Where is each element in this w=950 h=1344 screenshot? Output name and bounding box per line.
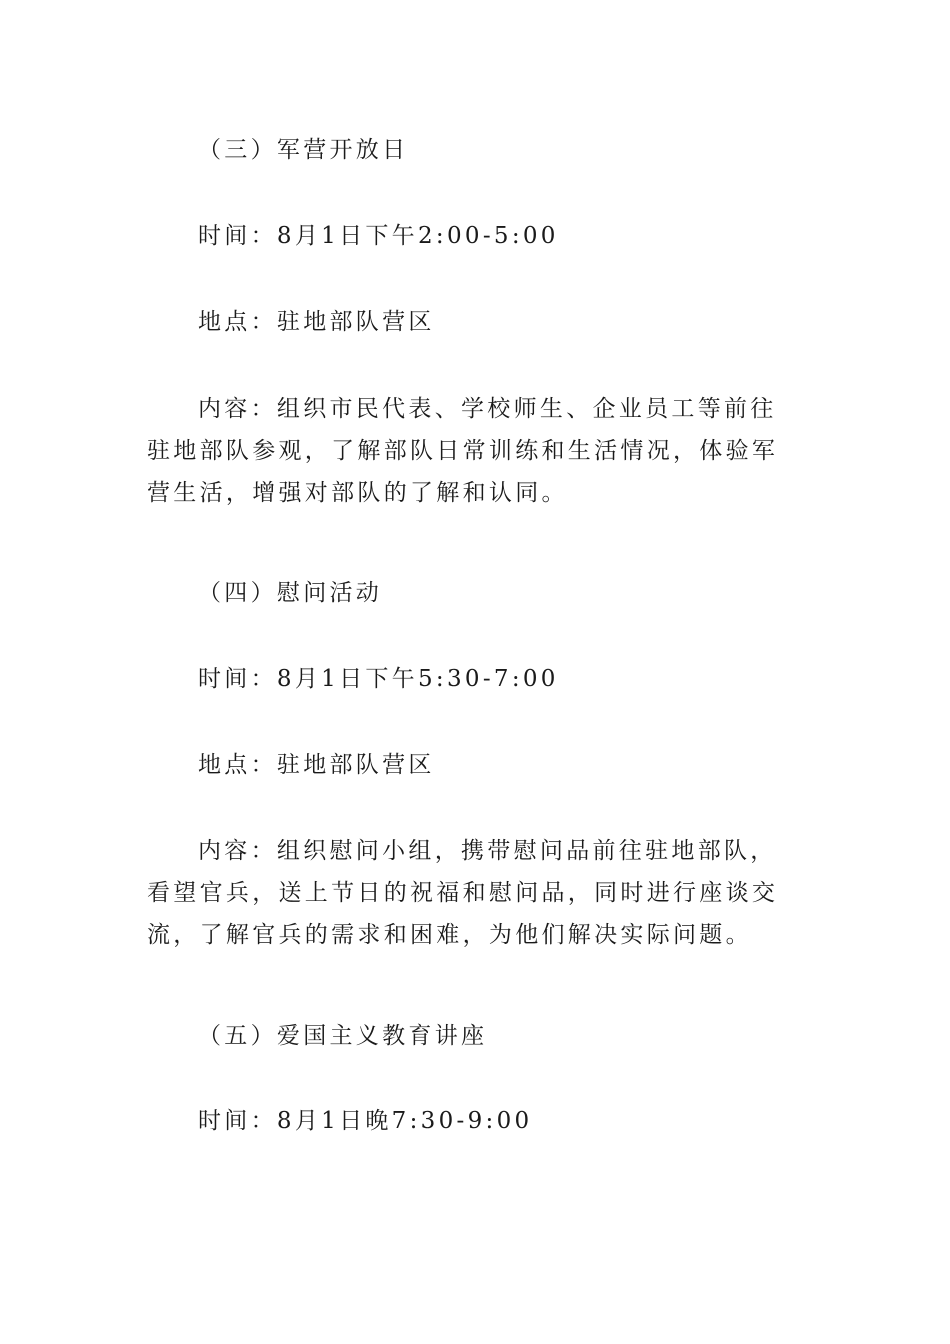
section-heading-3: （三）军营开放日 — [198, 137, 409, 163]
section-5-time: 时间：8月1日晚7:30-9:00 — [198, 1108, 533, 1134]
section-4-place: 地点：驻地部队营区 — [198, 752, 435, 778]
section-3-place: 地点：驻地部队营区 — [198, 309, 435, 335]
section-heading-4: （四）慰问活动 — [198, 580, 383, 606]
section-heading-5: （五）爱国主义教育讲座 — [198, 1023, 488, 1049]
section-4-content: 内容：组织慰问小组，携带慰问品前往驻地部队，看望官兵，送上节日的祝福和慰问品，同时进行座谈交流，了解官兵的需求和困难，为他们解决实际问题。 — [147, 838, 779, 948]
section-4-time: 时间：8月1日下午5:30-7:00 — [198, 666, 559, 692]
section-3-content: 内容：组织市民代表、学校师生、企业员工等前往驻地部队参观，了解部队日常训练和生活情况，体验军营生活，增强对部队的了解和认同。 — [147, 396, 779, 506]
section-3-time: 时间：8月1日下午2:00-5:00 — [198, 223, 559, 249]
